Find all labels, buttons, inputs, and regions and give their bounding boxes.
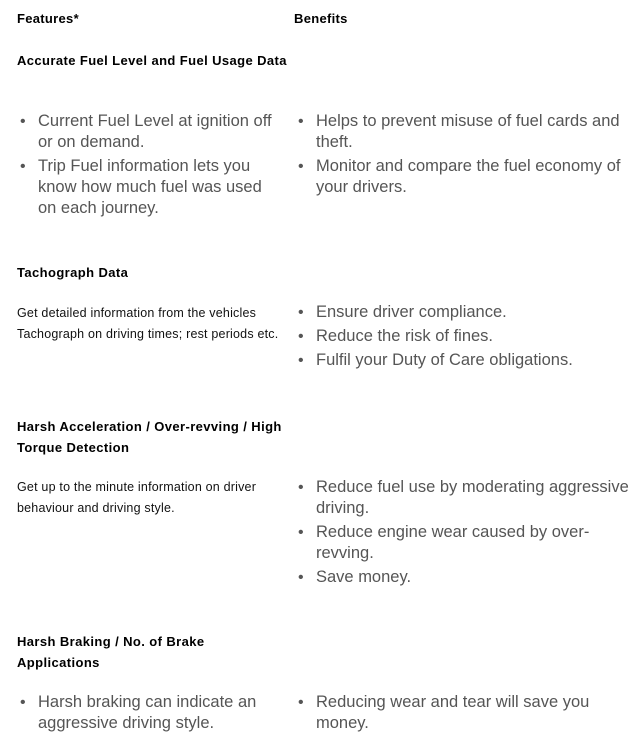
section-title-harsh-acceleration: Harsh Acceleration / Over-revving / High Torque Detection xyxy=(17,419,282,455)
bullet-icon: • xyxy=(298,524,304,541)
list-item: • Reduce the risk of fines. xyxy=(298,327,494,345)
harsh-braking-benefits-list xyxy=(296,692,636,737)
list-item: • Save money. xyxy=(298,568,412,586)
harsh-acceleration-description: Get up to the minute information on driver behaviour and driving style. xyxy=(17,480,257,515)
features-column-header: Features* xyxy=(17,11,79,26)
tachograph-benefits-list xyxy=(296,302,636,374)
fuel-features-list xyxy=(18,111,280,222)
bullet-icon: • xyxy=(20,113,26,130)
benefits-column-header: Benefits xyxy=(294,11,348,26)
list-item: • Trip Fuel information lets you know how much fuel was used on each journey. xyxy=(20,157,262,217)
section-title-tachograph: Tachograph Data xyxy=(17,265,129,280)
list-item: • Reducing wear and tear will save you money. xyxy=(298,693,590,732)
section-title-harsh-braking: Harsh Braking / No. of Brake Applications xyxy=(17,634,205,670)
bullet-icon: • xyxy=(298,569,304,586)
list-item: • Ensure driver compliance. xyxy=(298,303,507,321)
bullet-icon: • xyxy=(298,352,304,369)
list-item: • Reduce engine wear caused by over-revving. xyxy=(298,523,590,562)
list-item: • Helps to prevent misuse of fuel cards and theft. xyxy=(298,112,620,151)
bullet-icon: • xyxy=(298,694,304,711)
bullet-icon: • xyxy=(298,158,304,175)
list-item: • Current Fuel Level at ignition off or on demand. xyxy=(20,112,272,151)
tachograph-description: Get detailed information from the vehicles Tachograph on driving times; rest periods etc. xyxy=(17,306,279,341)
harsh-acceleration-benefits-list xyxy=(296,477,636,591)
bullet-icon: • xyxy=(298,113,304,130)
bullet-icon: • xyxy=(298,304,304,321)
bullet-icon: • xyxy=(298,479,304,496)
list-item: • Reduce fuel use by moderating aggressive driving. xyxy=(298,478,629,517)
section-title-fuel: Accurate Fuel Level and Fuel Usage Data xyxy=(17,53,287,68)
bullet-icon: • xyxy=(298,328,304,345)
bullet-icon: • xyxy=(20,158,26,175)
list-item: • Monitor and compare the fuel economy of your drivers. xyxy=(298,157,621,196)
list-item: • Fulfil your Duty of Care obligations. xyxy=(298,351,573,369)
bullet-icon: • xyxy=(20,694,26,711)
harsh-braking-features-list xyxy=(18,692,280,737)
list-item: • Harsh braking can indicate an aggressive driving style. xyxy=(20,693,257,732)
fuel-benefits-list xyxy=(296,111,636,201)
